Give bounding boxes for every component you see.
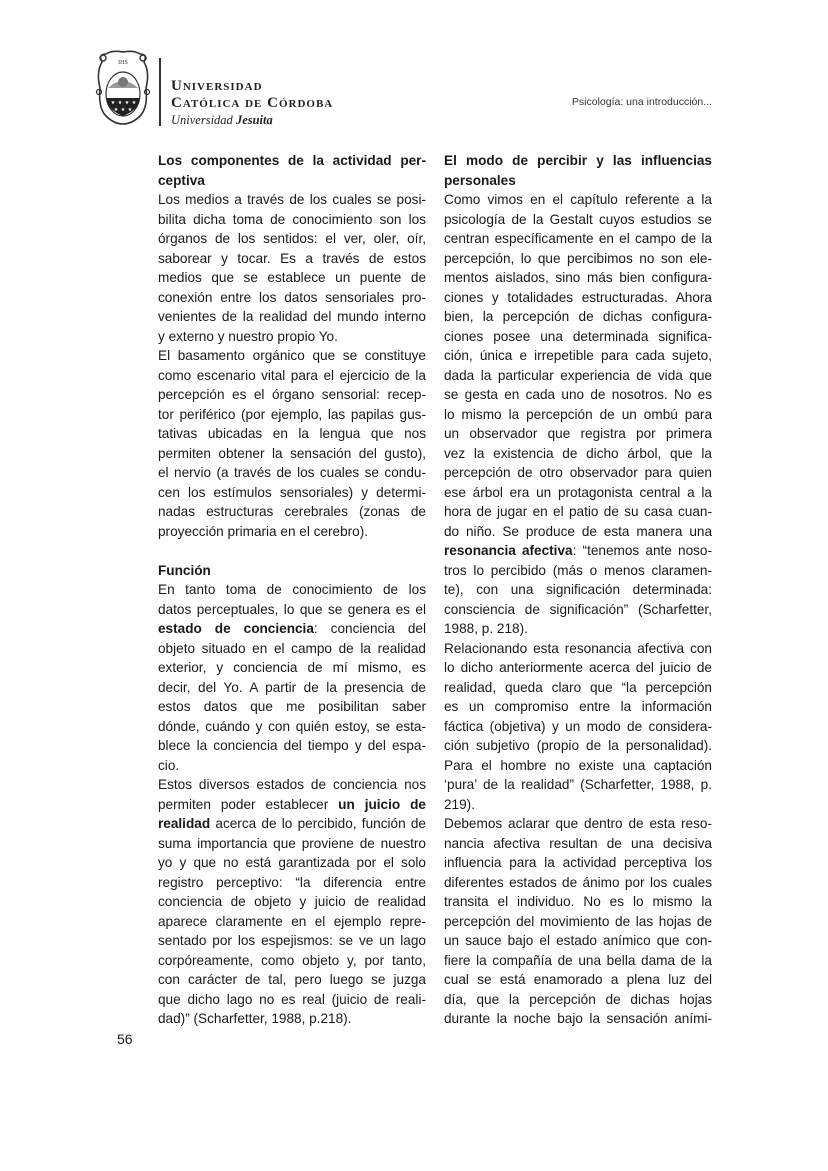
text-line: cio. <box>158 757 180 773</box>
section-heading <box>444 151 712 190</box>
text-line: lo dicho anteriormente acerca del juicio de <box>444 660 712 675</box>
text-line: el nervio (a través de los cuales se condu- <box>158 465 426 480</box>
text-line: En tanto toma de conocimiento de los <box>158 582 426 597</box>
text-line: cen los estímulos sensoriales) y determi- <box>158 484 426 500</box>
text-line: dada la particular experiencia de vida que <box>444 367 712 383</box>
university-tagline <box>171 112 333 128</box>
text-line: yo y que no está garantizada por el solo <box>158 855 426 870</box>
text-line: percepción del movimiento de las hojas de <box>444 913 712 929</box>
bold-term: realidad <box>158 816 211 831</box>
text-line: vez la existencia de dicho árbol, que la <box>444 445 712 461</box>
text-line: Estos diversos estados de conciencia nos <box>158 777 426 792</box>
text-line: blece la conciencia del tiempo y del espa- <box>158 738 426 753</box>
text-line: aparece claramente en el ejemplo repre- <box>158 913 426 929</box>
header-divider <box>159 58 161 126</box>
text-line: que dicho lago no es real (juicio de reali- <box>158 991 426 1007</box>
bold-term: un juicio de <box>338 796 426 812</box>
page-number: 56 <box>117 1031 133 1047</box>
text-line: psicología de la Gestalt cuyos estudios se <box>444 211 712 227</box>
text-line: durante la noche bajo la sensación aními- <box>444 1011 712 1026</box>
paragraph <box>444 190 712 639</box>
text-line: fáctica (objetiva) y un modo de considera- <box>444 718 712 734</box>
text-line: se gesta en cada uno de nosotros. No es <box>444 387 712 402</box>
text-line: saborear y tocar. Es a través de estos <box>158 250 426 266</box>
text-line: bilita dicha toma de conocimiento son los <box>158 211 426 227</box>
tagline-part: Universidad <box>171 113 233 127</box>
svg-text:★: ★ <box>131 100 137 106</box>
text-line <box>158 814 426 834</box>
left-column <box>158 151 426 1029</box>
bold-term: estado de conciencia <box>158 621 314 636</box>
text-line: día, que la percepción de dichas hojas <box>444 991 712 1007</box>
svg-text:★: ★ <box>110 100 116 106</box>
svg-text:★: ★ <box>120 107 126 113</box>
bold-term: resonancia afectiva <box>444 543 573 558</box>
paragraph <box>158 775 426 1029</box>
text-line: fiere la compañía de una bella dama de la <box>444 952 712 968</box>
university-crest-logo <box>94 48 152 126</box>
text-line: proyección primaria en el cerebro). <box>158 523 369 539</box>
paragraph <box>444 814 712 1029</box>
text-line: órganos de los sentidos: el ver, oler, oír, <box>158 231 426 246</box>
text-line: percepción, lo que percibimos no son ele- <box>444 250 712 266</box>
text-line: conciencia de objeto y juicio de realidad <box>158 894 426 909</box>
text-line: es un compromiso entre la información <box>444 699 712 714</box>
text-line: hora de jugar en el patio de su casa cuan- <box>444 504 712 519</box>
text-line: cual se está enamorado a plena luz del <box>444 972 712 987</box>
paragraph-spacer <box>158 541 426 561</box>
text-line: un observador que registra por primera <box>444 426 712 441</box>
text-segment: permiten poder establecer <box>158 796 339 812</box>
text-line: bien, la percepción de dichas configura- <box>444 309 712 324</box>
svg-text:★: ★ <box>124 100 130 106</box>
text-line: diferentes estados de ánimo por los cuales <box>444 874 712 890</box>
text-line: permiten obtener la sensación del gusto), <box>158 445 426 461</box>
svg-text:IHS: IHS <box>118 60 128 66</box>
text-line: Los medios a través de los cuales se posi- <box>158 192 426 207</box>
text-line: dónde, cuándo y con quién estoy, se esta- <box>158 718 426 734</box>
text-line: consciencia de significación” (Scharfetter, <box>444 601 712 617</box>
text-line: Debemos aclarar que dentro de esta reso- <box>444 816 712 831</box>
text-line: personales <box>444 172 516 188</box>
paragraph <box>444 639 712 815</box>
text-line: un sauce bajo el estado anímico que con- <box>444 933 712 948</box>
text-line: venientes de la realidad del mundo interno <box>158 309 426 324</box>
text-line: te), con una significación determinada: <box>444 582 712 597</box>
text-line <box>158 795 426 815</box>
running-title: Psicología: una introducción... <box>571 96 712 108</box>
university-name <box>171 78 333 128</box>
text-line: ‘pura’ de la realidad” (Scharfetter, 1988, p. <box>444 777 712 792</box>
text-line: y externo y nuestro propio Yo. <box>158 328 338 344</box>
text-line: influencia para la actividad perceptiva los <box>444 855 712 870</box>
text-line: ese árbol era un protagonista central a la <box>444 484 712 500</box>
text-line: dad)” (Scharfetter, 1988, p.218). <box>158 1011 352 1026</box>
svg-text:★: ★ <box>113 107 119 113</box>
text-line: Relacionando esta resonancia afectiva con <box>444 640 712 656</box>
text-line: nancia afectiva resultan de una decisiva <box>444 835 712 851</box>
text-line <box>444 541 712 561</box>
text-line: El basamento orgánico que se constituye <box>158 348 426 363</box>
text-line: objeto situado en el campo de la realidad <box>158 640 426 656</box>
svg-text:★: ★ <box>117 100 123 106</box>
text-line: tros lo percibido (más o menos claramen- <box>444 562 712 578</box>
paragraph <box>158 190 426 346</box>
university-name-line1: Universidad <box>171 78 263 94</box>
text-line: ción, única e irrepetible para cada sujeto, <box>444 348 712 363</box>
text-line: ceptiva <box>158 172 205 188</box>
text-line: sentado por los espejismos: se ve un lago <box>158 933 426 948</box>
text-line: ciones posee una determinada significa- <box>444 328 712 344</box>
section-heading <box>158 561 426 581</box>
text-line: Como vimos en el capítulo referente a la <box>444 192 712 207</box>
text-line: realidad, queda claro que “la percepción <box>444 679 712 695</box>
text-line: percepción de otro observador para quien <box>444 465 712 480</box>
text-line: estos datos que me posibilitan saber <box>158 699 426 714</box>
tagline-jesuita: Jesuita <box>235 113 273 127</box>
text-line: medios que se establece un puente de <box>158 270 426 285</box>
text-line: centran específicamente en el campo de la <box>444 231 712 246</box>
text-line: ción subjetivo (propio de la personalidad). <box>444 738 712 753</box>
svg-text:★: ★ <box>127 107 133 113</box>
text-segment: acerca de lo percibido, función de <box>210 816 426 831</box>
text-line: percepción es el órgano sensorial: recep- <box>158 387 426 402</box>
text-line: El modo de percibir y las influencias <box>444 153 712 168</box>
text-line: exterior, y conciencia de mí mismo, es <box>158 660 426 675</box>
text-line: conexión entre los datos sensoriales pro- <box>158 289 426 305</box>
text-line: mentos aislados, sino más bien configura- <box>444 270 712 285</box>
text-line: tativas ubicadas en la lengua que nos <box>158 426 426 441</box>
text-line: corpóreamente, como objeto y, por tanto, <box>158 952 426 968</box>
text-line: registro perceptivo: “la diferencia entre <box>158 874 426 890</box>
university-name-line2: Católica de Córdoba <box>171 95 334 111</box>
text-line: decir, del Yo. A partir de la presencia de <box>158 679 426 695</box>
text-line: Función <box>158 562 211 578</box>
text-line: Los componentes de la actividad per- <box>158 153 426 168</box>
text-line: nadas estructuras cerebrales (zonas de <box>158 504 426 519</box>
text-line: transita el individuo. No es lo mismo la <box>444 894 712 909</box>
text-line: lo mismo la percepción de un ombú para <box>444 406 712 422</box>
text-line: do niño. Se produce de esta manera una <box>444 523 712 539</box>
paragraph <box>158 580 426 775</box>
text-line: con carácter de tal, pero luego se juzga <box>158 972 426 987</box>
text-segment: : “tenemos ante noso- <box>572 543 713 558</box>
text-line: suma importancia que proviene de nuestro <box>158 835 426 851</box>
text-line <box>158 619 426 639</box>
text-line: 1988, p. 218). <box>444 621 528 636</box>
text-line: ciones y totalidades estructuradas. Ahora <box>444 289 712 305</box>
text-line: como escenario vital para el ejercicio de la <box>158 367 426 383</box>
text-segment: : conciencia del <box>313 621 427 636</box>
right-column <box>444 151 712 1029</box>
text-line: 219). <box>444 796 475 812</box>
paragraph <box>158 346 426 541</box>
text-line: datos perceptuales, lo que se genera es el <box>158 601 426 617</box>
section-heading <box>158 151 426 190</box>
text-line: Para el hombre no existe una captación <box>444 757 712 773</box>
text-line: tor periférico (por ejemplo, las papilas gus- <box>158 406 426 422</box>
